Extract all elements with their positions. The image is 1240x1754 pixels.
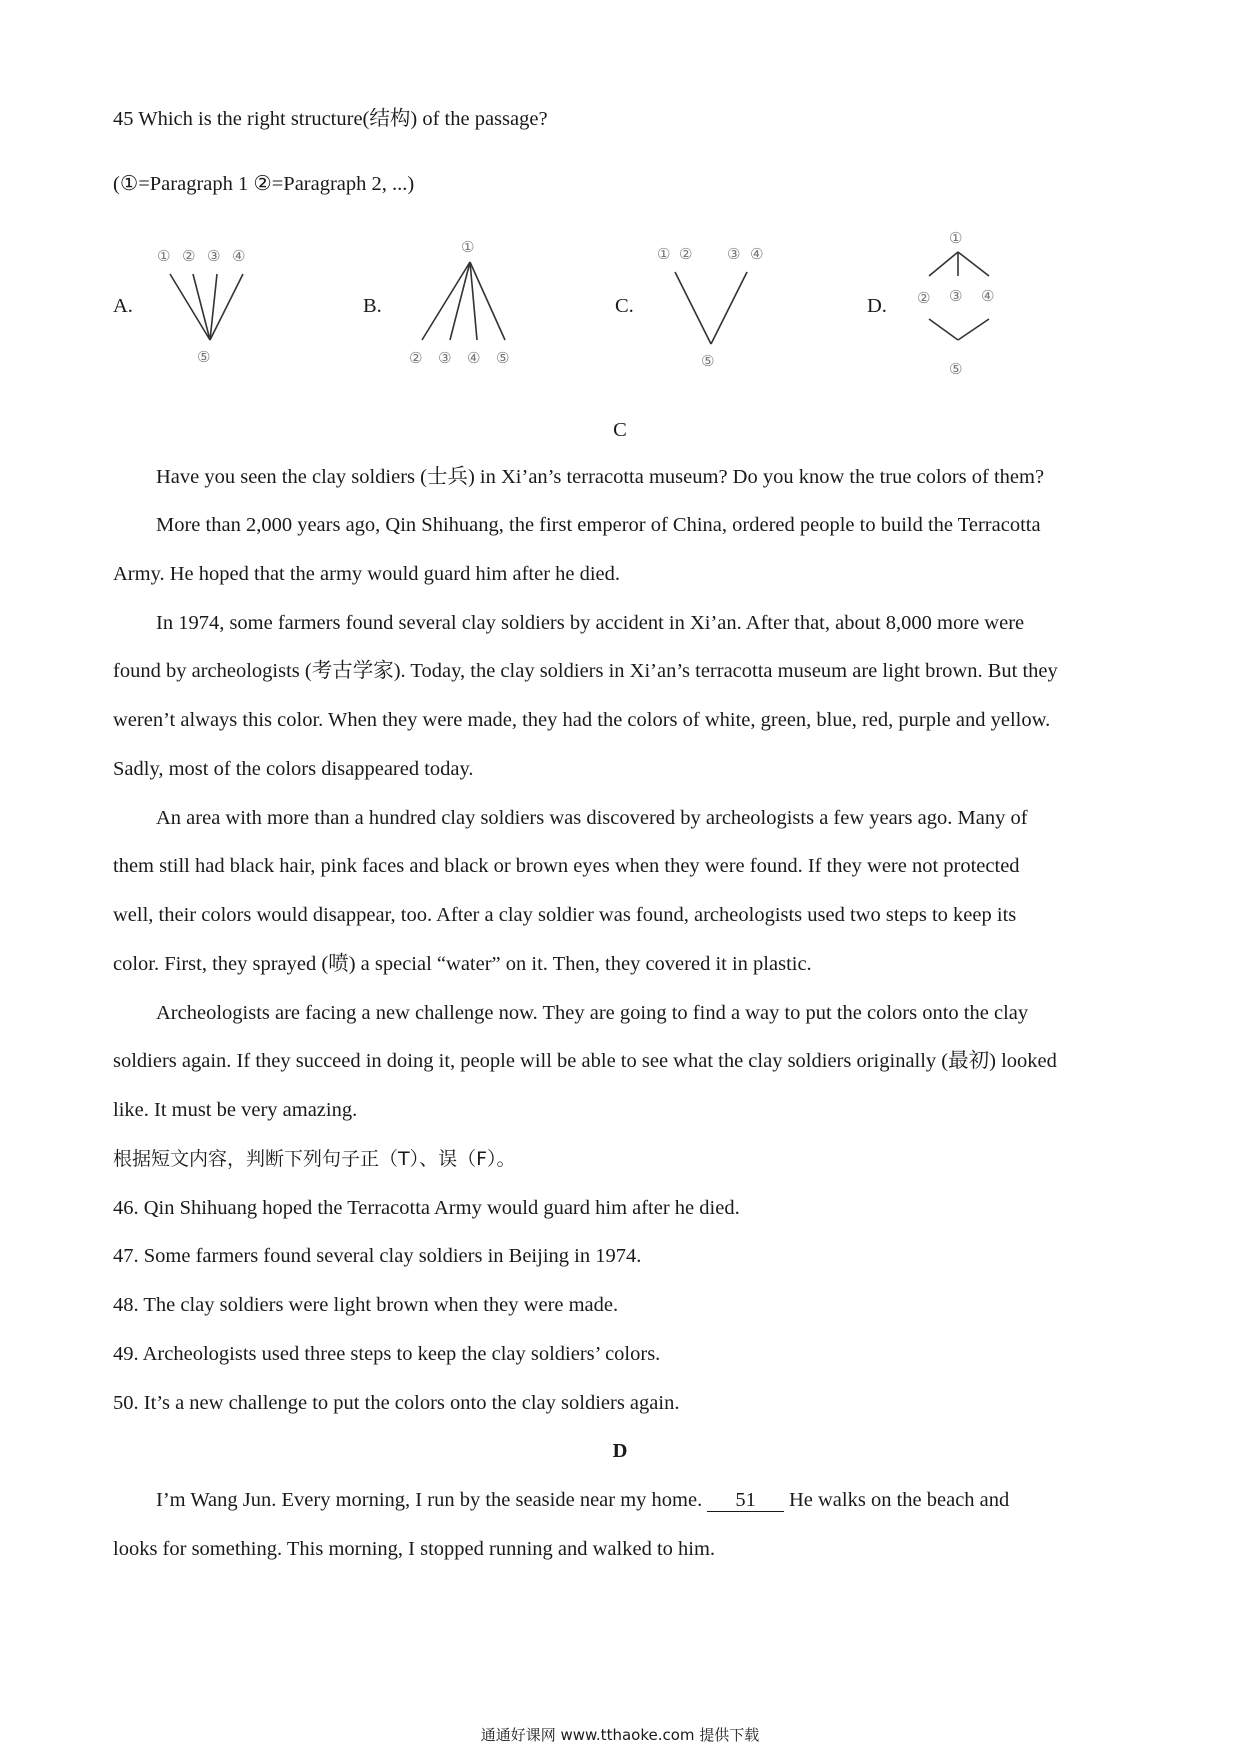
node-b-5: ⑤ (496, 349, 510, 367)
question-45-legend: (①=Paragraph 1 ②=Paragraph 2, ...) (113, 173, 415, 195)
node-b-2: ② (409, 349, 423, 367)
node-b-1: ① (461, 238, 475, 256)
edge-a-1 (170, 274, 210, 340)
node-a-2: ② (182, 247, 196, 265)
passage-c-line: color. First, they sprayed (喷) a special “water” on it. Then, they covered it in plastic. (113, 953, 812, 975)
option-d-label: D. (867, 295, 887, 317)
edge-d-3 (958, 252, 989, 276)
page-footer: 通通好课网 www.tthaoke.com 提供下载 (480, 1726, 760, 1744)
option-b-label: B. (363, 295, 382, 317)
passage-d-text-after: He walks on the beach and (783, 1489, 1010, 1511)
node-c-3: ③ (727, 245, 741, 263)
edge-c-2 (711, 272, 747, 344)
edge-d-4 (929, 319, 958, 340)
passage-d-line-2: looks for something. This morning, I stopped running and walked to him. (113, 1538, 716, 1560)
edge-b-1 (422, 262, 470, 340)
blank-51: 51 (707, 1489, 784, 1512)
node-c-4: ④ (750, 245, 764, 263)
node-d-1: ① (949, 229, 963, 247)
node-d-3: ③ (949, 287, 963, 305)
passage-c-line: Have you seen the clay soldiers (士兵) in Xi’an’s terracotta museum? Do you know the true colors of them? (156, 466, 1045, 488)
tf-instruction: 根据短文内容，判断下列句子正（T）、误（F）。 (113, 1148, 516, 1170)
passage-c-line: Army. He hoped that the army would guard him after he died. (113, 563, 621, 585)
statement-49: 49. Archeologists used three steps to keep the clay soldiers’ colors. (113, 1343, 661, 1365)
node-c-5: ⑤ (701, 352, 715, 370)
node-c-1: ① (657, 245, 671, 263)
passage-d-text-before: I’m Wang Jun. Every morning, I run by the seaside near my home. (156, 1489, 708, 1511)
option-c-diagram (655, 236, 795, 381)
node-b-4: ④ (467, 349, 481, 367)
option-b-diagram (405, 230, 535, 380)
node-a-3: ③ (207, 247, 221, 265)
passage-c-line: them still had black hair, pink faces and black or brown eyes when they were found. If they were not protected (113, 855, 1020, 877)
option-a-top-nodes (157, 247, 245, 265)
statement-46: 46. Qin Shihuang hoped the Terracotta Army would guard him after he died. (113, 1197, 740, 1219)
passage-d-heading: D (612, 1440, 628, 1462)
node-d-2: ② (917, 289, 931, 307)
passage-c-line: An area with more than a hundred clay soldiers was discovered by archeologists a few years ago. Many of (156, 807, 1028, 829)
passage-c-line: soldiers again. If they succeed in doing it, people will be able to see what the clay soldiers originally (最初) looked (113, 1050, 1057, 1072)
edge-a-3 (210, 274, 217, 340)
option-a-diagram (155, 238, 275, 378)
edge-c-1 (675, 272, 711, 344)
passage-c-line: like. It must be very amazing. (113, 1099, 358, 1121)
option-c-label: C. (615, 295, 634, 317)
statement-50: 50. It’s a new challenge to put the colors onto the clay soldiers again. (113, 1392, 680, 1414)
passage-c-line: More than 2,000 years ago, Qin Shihuang, the first emperor of China, ordered people to build the Terracotta (156, 514, 1041, 536)
passage-c-heading: C (613, 419, 627, 441)
edge-a-4 (210, 274, 243, 340)
passage-c-line: In 1974, some farmers found several clay soldiers by accident in Xi’an. After that, about 8,000 more were (156, 612, 1025, 634)
node-a-1: ① (157, 247, 171, 265)
node-a-5: ⑤ (197, 348, 211, 366)
node-b-3: ③ (438, 349, 452, 367)
question-45-title: 45 Which is the right structure(结构) of the passage? (113, 108, 548, 130)
node-a-4: ④ (232, 247, 246, 265)
node-c-2: ② (679, 245, 693, 263)
statement-47: 47. Some farmers found several clay soldiers in Beijing in 1974. (113, 1245, 642, 1267)
option-a-label: A. (113, 295, 133, 317)
passage-d-line-1 (156, 1487, 1009, 1513)
passage-c-line: weren’t always this color. When they were made, they had the colors of white, green, blue, red, purple and yellow. (113, 709, 1051, 731)
passage-c-line: found by archeologists (考古学家). Today, the clay soldiers in Xi’an’s terracotta museum are light brown. But they (113, 660, 1058, 682)
edge-d-1 (929, 252, 958, 276)
passage-c-line: Archeologists are facing a new challenge now. They are going to find a way to put the colors onto the clay (156, 1002, 1029, 1024)
node-d-4: ④ (981, 287, 995, 305)
edge-d-5 (958, 319, 989, 340)
passage-c-line: Sadly, most of the colors disappeared today. (113, 758, 474, 780)
node-d-5: ⑤ (949, 360, 963, 378)
option-d-diagram (905, 222, 1025, 387)
passage-c-line: well, their colors would disappear, too. After a clay soldier was found, archeologists used two steps to keep its (113, 904, 1017, 926)
edge-b-2 (450, 262, 470, 340)
edge-a-2 (193, 274, 210, 340)
statement-48: 48. The clay soldiers were light brown when they were made. (113, 1294, 619, 1316)
